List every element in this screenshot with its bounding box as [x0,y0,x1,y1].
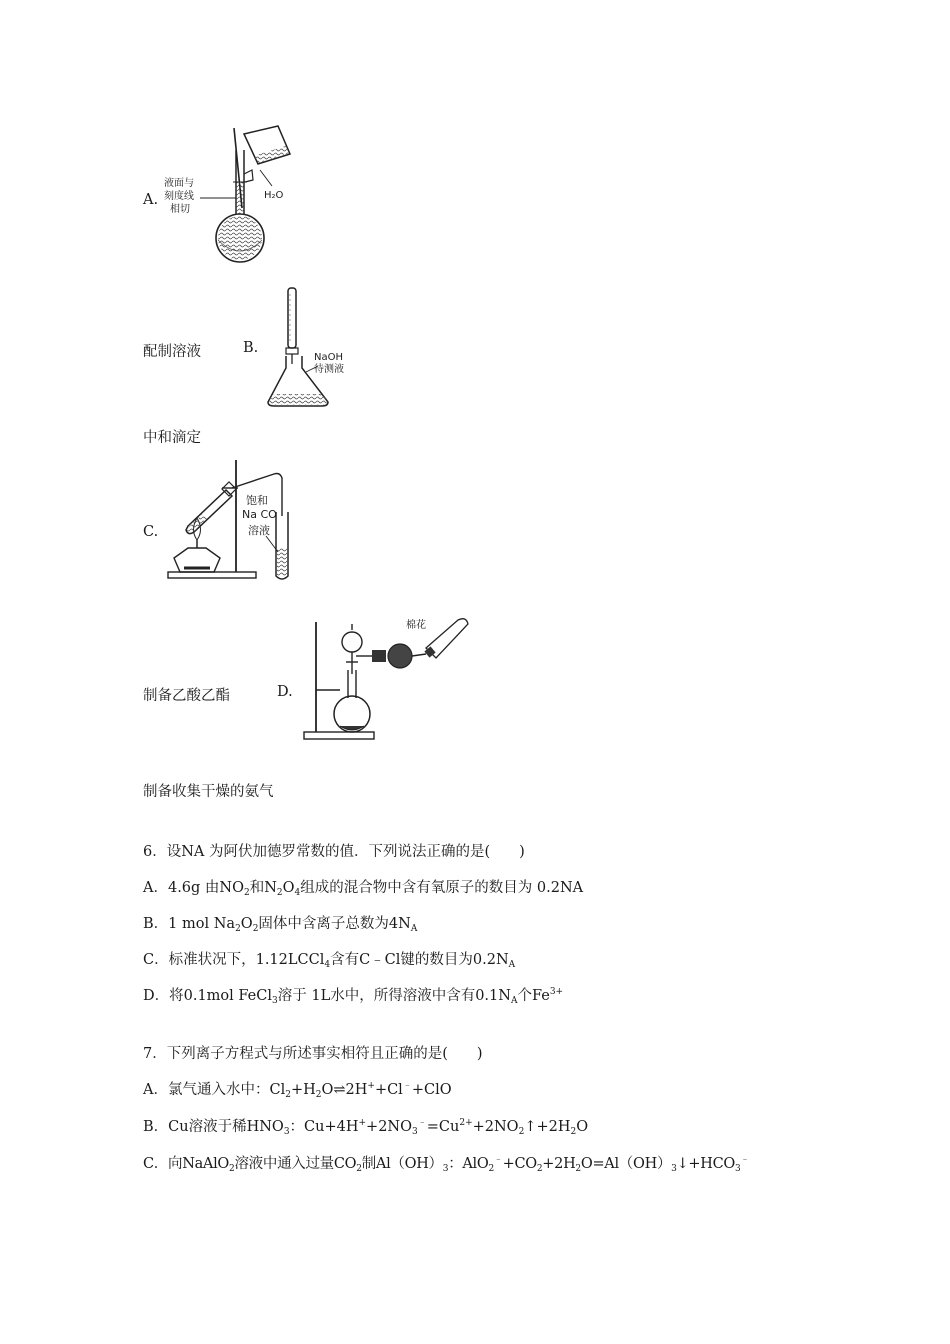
option-c-letter: C. [143,524,159,540]
figure-d-caption: 制备收集干燥的氨气 [143,784,274,800]
question-6-option-b[interactable]: B．1 mol $Na_2O_2$固体中含离子总数为$4N_A$ [143,916,418,934]
figure-a-reagent-label: H₂O [264,190,284,201]
figure-a-label-3: 相切 [170,204,190,215]
figure-c-label-3: 溶液 [248,524,270,537]
figure-b-titration [262,284,372,414]
question-6-option-d[interactable]: D．将0.1mol FeCl$_3$溶于 1L水中，所得溶液中含有$0.1N_A$个$Fe^{3+}$ [143,987,564,1006]
figure-a-caption: 配制溶液 [143,344,201,360]
question-6-option-a[interactable]: A．4.6g 由$NO_2$和$N_2O_4$组成的混合物中含有氧原子的数目为 0.2NA [143,880,584,898]
question-7-option-b[interactable]: B．Cu溶液于稀$HNO_3$：$Cu+4H^++2NO_3^﹣=Cu^{2+}+2NO_2↑+2H_2O$ [143,1118,589,1137]
figure-b-label-2: 待测液 [314,364,344,375]
figure-c-caption: 制备乙酸乙酯 [143,688,230,704]
question-7-stem: 7．下列离子方程式与所述事实相符且正确的是( ) [143,1046,483,1062]
figure-a-label-2: 刻度线 [164,191,194,202]
figure-b-caption: 中和滴定 [143,430,201,446]
question-7-option-c[interactable]: C．向NaAlO$_2$溶液中通入过量$CO_2$制$Al(OH)_3$：$AlO_2^﹣+CO_2+2H_2O=Al(OH)_3↓+HCO_3^﹣$ [143,1155,750,1174]
figure-b-label-1: NaOH [314,352,343,363]
question-7-option-a[interactable]: A．氯气通入水中：$Cl_2+H_2O\rightleftharpoons 2H^++Cl^﹣+ClO$ [143,1081,452,1100]
option-b-letter: B. [243,340,259,356]
figure-d-label-1: 棉花 [406,620,426,631]
figure-c-label-2: Na CO [242,508,277,521]
figure-a-volumetric-flask [160,120,320,270]
figure-a-label-1: 液面与 [164,178,194,189]
question-6-option-c[interactable]: C．标准状况下，1.12LCCl$_4$含有C﹣Cl键的数目为$0.2N_A$ [143,952,516,970]
question-6-stem: 6．设NA 为阿伏加德罗常数的值．下列说法正确的是( ) [143,844,525,860]
option-d-letter: D. [277,684,293,700]
option-a-letter: A. [143,192,159,208]
figure-d-ammonia-apparatus [302,612,472,744]
figure-c-label-1: 饱和 [246,494,268,507]
figure-c-ester-apparatus [166,452,306,586]
